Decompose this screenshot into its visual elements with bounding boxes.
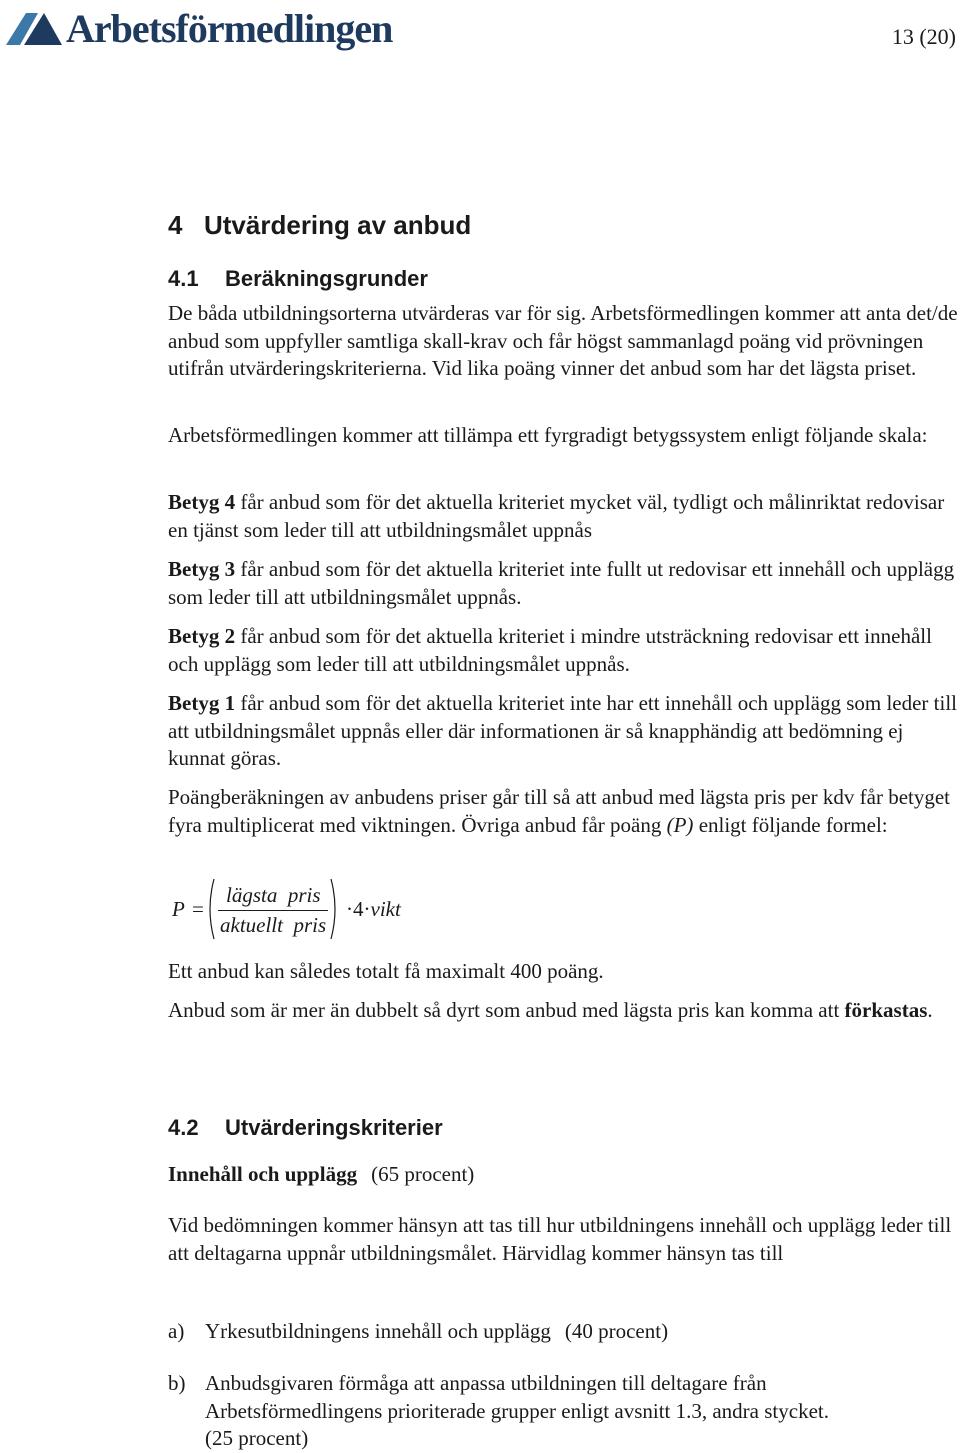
list-percent: (40 procent) bbox=[564, 1319, 669, 1343]
list-item bbox=[168, 1370, 960, 1453]
paragraph: Vid bedömningen kommer hänsyn att tas till hur utbildningens innehåll och upplägg leder till att deltagarna uppnår utbildningsmålet. Härvidlag kommer hänsyn tas till bbox=[168, 1213, 952, 1265]
left-paren-icon bbox=[205, 878, 215, 940]
paragraph-text: Poängberäkningen av anbudens priser går till så att anbud med lägsta pris per kdv får betyget fyra multiplicerat med viktningen. Övriga anbud får poäng bbox=[168, 785, 951, 837]
subheading-title: Innehåll och upplägg bbox=[168, 1162, 358, 1186]
section-heading-4-1 bbox=[168, 266, 428, 292]
formula-tail bbox=[346, 897, 401, 922]
section-title: Utvärderingskriterier bbox=[225, 1115, 443, 1140]
formula-lhs: P bbox=[172, 897, 185, 921]
formula-dot: · bbox=[346, 897, 353, 921]
list-text: Yrkesutbildningens innehåll och upplägg bbox=[205, 1319, 551, 1343]
grade-paragraph bbox=[168, 556, 960, 611]
list-marker: b) bbox=[168, 1371, 186, 1395]
paragraph-text: Anbud som är mer än dubbelt så dyrt som anbud med lägsta pris kan komma att bbox=[168, 998, 845, 1022]
section-number: 4.1 bbox=[168, 266, 199, 291]
section-number: 4 bbox=[168, 210, 183, 240]
section-title: Beräkningsgrunder bbox=[225, 266, 428, 291]
price-formula bbox=[170, 878, 430, 942]
grade-paragraph bbox=[168, 690, 960, 773]
grade-paragraph bbox=[168, 489, 960, 544]
subheading-percent: (65 procent) bbox=[371, 1162, 475, 1186]
paragraph: Ett anbud kan således totalt få maximalt 400 poäng. bbox=[168, 959, 604, 983]
paragraph: Arbetsförmedlingen kommer att tillämpa ett fyrgradigt betygssystem enligt följande skala: bbox=[168, 423, 928, 447]
formula-factor: 4 bbox=[353, 897, 364, 921]
paragraph bbox=[168, 997, 960, 1025]
grade-label: Betyg 2 bbox=[168, 624, 236, 648]
list-text: Anbudsgivaren förmåga att anpassa utbildningen till deltagare från Arbetsförmedlingens prioriterade grupper enligt avsnitt 1.3, andra stycket. bbox=[205, 1371, 829, 1423]
emphasis: förkastas bbox=[844, 998, 928, 1022]
grade-label: Betyg 4 bbox=[168, 490, 236, 514]
section-heading-4-2 bbox=[168, 1115, 443, 1141]
paragraph: De båda utbildningsorterna utvärderas var för sig. Arbetsförmedlingen kommer att anta det/de anbud som uppfyller samtliga skall-krav och får högst sammanlagd poäng vid prövningen utifrån utvärderingskriterierna. Vid lika poäng vinner det anbud som har det lägsta priset. bbox=[168, 301, 958, 381]
grade-paragraph bbox=[168, 623, 960, 678]
paragraph-text: enligt följande formel: bbox=[693, 812, 888, 837]
page-number: 13 (20) bbox=[891, 24, 956, 49]
formula-numerator: lägsta pris bbox=[226, 883, 321, 907]
formula-weight: vikt bbox=[370, 897, 401, 921]
section-heading-4 bbox=[168, 210, 471, 241]
paragraph bbox=[168, 784, 960, 839]
section-number: 4.2 bbox=[168, 1115, 199, 1140]
logo-text: Arbetsförmedlingen bbox=[66, 5, 393, 51]
grade-text: får anbud som för det aktuella kriteriet i mindre utsträckning redovisar ett innehåll och upplägg som leder till att utbildningsmålet uppnås. bbox=[168, 624, 932, 676]
formula-equals: = bbox=[192, 897, 204, 921]
list-percent: (25 procent) bbox=[205, 1426, 309, 1451]
list-marker: a) bbox=[168, 1319, 185, 1343]
section-title: Utvärdering av anbud bbox=[204, 210, 472, 240]
formula-dot-2: · bbox=[363, 897, 371, 921]
right-paren-icon bbox=[330, 878, 340, 940]
subheading bbox=[168, 1161, 960, 1189]
logo-mark-icon bbox=[4, 7, 64, 49]
fraction-line bbox=[218, 910, 328, 911]
variable-p: (P) bbox=[666, 812, 694, 837]
grade-text: får anbud som för det aktuella kriteriet inte fullt ut redovisar ett innehåll och upplägg som leder till att utbildningsmålet uppnås. bbox=[168, 557, 955, 609]
grade-label: Betyg 1 bbox=[168, 691, 236, 715]
grade-label: Betyg 3 bbox=[168, 557, 236, 581]
grade-text: får anbud som för det aktuella kriteriet inte har ett innehåll och upplägg som leder till att utbildningsmålet uppnås eller där informationen är så knapphändig att bedömning ej kunnat göras. bbox=[168, 691, 958, 771]
logo bbox=[4, 2, 392, 54]
paragraph-text: . bbox=[927, 998, 933, 1022]
list-item bbox=[168, 1318, 960, 1346]
formula-denominator: aktuellt pris bbox=[220, 913, 327, 937]
grade-text: får anbud som för det aktuella kriteriet mycket väl, tydligt och målinriktat redovisar en tjänst som leder till att utbildningsmålet uppnås bbox=[168, 490, 945, 542]
